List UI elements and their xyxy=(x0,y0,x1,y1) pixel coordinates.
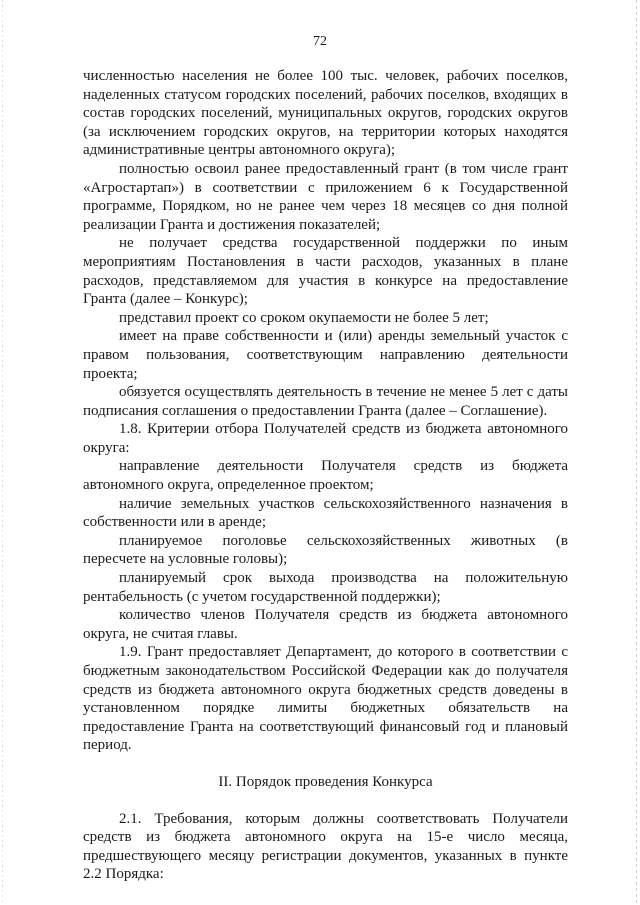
scan-edge-right xyxy=(636,0,637,905)
paragraph-criterion-direction: направление деятельности Получателя средств из бюджета автономного округа, определенное проектом; xyxy=(83,458,568,494)
paragraph-activity-term: обязуется осуществлять деятельность в течение не менее 5 лет с даты подписания соглашения о предоставлении Гранта (далее – Соглашение). xyxy=(83,384,568,419)
paragraph-1-9-grant-provider: 1.9. Грант предоставляет Департамент, до которого в соответствии с бюджетным законодательством Российской Федерации как до получателя средств из бюджета автономного округа бюджетных средств доведены в установленном порядке лимиты бюджетных обязательств на предоставление Гранта на соответствующий финансовый год и плановый период. xyxy=(83,644,568,754)
paragraph-payback-period: представил проект со сроком окупаемости не более 5 лет; xyxy=(119,309,489,326)
paragraph-criterion-livestock: планируемое поголовье сельскохозяйственных животных (в пересчете на условные головы); xyxy=(83,532,568,568)
paragraph-criterion-members: количество членов Получателя средств из бюджета автономного округа, не считая главы. xyxy=(83,607,568,642)
page-number: 72 xyxy=(313,34,327,49)
paragraph-criterion-land: наличие земельных участков сельскохозяйственного назначения в собственности или в аренде; xyxy=(83,495,568,531)
paragraph-criterion-profitability: планируемый срок выхода производства на положительную рентабельность (с учетом государственной поддержки); xyxy=(83,570,568,605)
paragraph-continuation: численностью населения не более 100 тыс. человек, рабочих поселков, наделенных статусом городских поселений, рабочих поселков, входящих в состав городских поселений, муниципальных округов, городских округов (за исключением городских округов, на территории которых находятся административные центры автономного округа); xyxy=(83,68,568,159)
paragraph-land-plot: имеет на праве собственности и (или) аренды земельный участок с правом пользования, соответствующим направлению деятельности проекта; xyxy=(83,328,568,382)
paragraph-2-1-requirements: 2.1. Требования, которым должны соответствовать Получатели средств из бюджета автономного округа на 15-е число месяца, предшествующего месяцу регистрации документов, указанных в пункте 2.2 Порядка: xyxy=(83,810,568,883)
section-heading: II. Порядок проведения Конкурса xyxy=(218,773,433,790)
document-body xyxy=(83,67,568,884)
paragraph-no-other-support: не получает средства государственной поддержки по иным мероприятиям Постановления в части расходов, указанных в плане расходов, представляемом для участия в конкурсе на предоставление Гранта (далее – Конкурс); xyxy=(83,235,568,308)
scan-edge-left xyxy=(2,0,3,905)
paragraph-1-8-criteria: 1.8. Критерии отбора Получателей средств из бюджета автономного округа: xyxy=(83,421,568,456)
paragraph-grant-mastered: полностью освоил ранее предоставленный грант (в том числе грант «Агростартап») в соответствии с приложением 6 к Государственной программе, Порядком, но не ранее чем через 18 месяцев со дня полной реализации Гранта и достижения показателей; xyxy=(83,160,568,233)
